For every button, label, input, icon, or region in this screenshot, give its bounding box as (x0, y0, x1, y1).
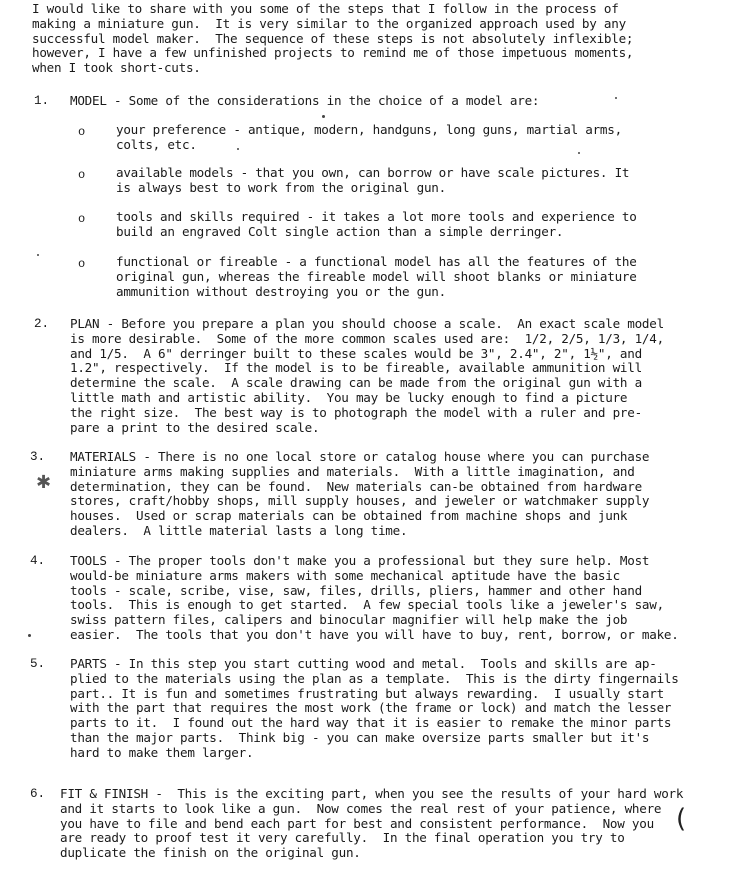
scan-speck (322, 115, 325, 118)
step-number: 2. (34, 317, 50, 331)
bullet-marker: o (78, 257, 86, 271)
bullet-text: tools and skills required - it takes a lot more tools and experience to build an engraved Colt single action than a simple derringer. (116, 209, 637, 239)
bullet-text: your preference - antique, modern, handguns, long guns, martial arms, colts, etc. (116, 122, 622, 152)
step-number: 1. (34, 94, 50, 108)
step-text: TOOLS - The proper tools don't make you a professional but they sure help. Most would-be miniature arms makers with some mechanical aptitude have the basic tools - scale, scribe, vise, saw, files, drills, pliers, hammer and other hand tools. This is enough to get started. A few special tools like a jeweler's saw, swiss pattern files, calipers and binocular magnifier will help make the job easier. The tools that you don't have you will have to buy, rent, borrow, or make. (70, 553, 679, 642)
step-text: MODEL - Some of the considerations in the choice of a model are: (70, 93, 540, 108)
scan-speck (37, 254, 39, 256)
step-text: MATERIALS - There is no one local store or catalog house where you can purchase miniature arms making supplies and materials. With a little imagination, and determination, they can be found. New materials can-be obtained from hardware stores, craft/hobby shops, mill supply houses, and jeweler or watchmaker supply houses. Used or scrap materials can be obtained from machine shops and junk dealers. A little material lasts a long time. (70, 449, 650, 538)
step-number: 5. (30, 657, 46, 671)
scan-speck (237, 148, 239, 150)
margin-smudge-icon: ✱ (36, 472, 52, 493)
bullet-text: functional or fireable - a functional model has all the features of the original gun, whereas the fireable model will shoot blanks or miniature ammunition without destroying you or the gun. (116, 254, 637, 299)
bullet-marker: o (78, 125, 86, 139)
scan-speck (615, 97, 617, 99)
scan-speck (578, 152, 580, 154)
bullet-text: available models - that you own, can borrow or have scale pictures. It is always best to work from the original gun. (116, 165, 630, 195)
scan-speck (28, 634, 31, 637)
step-number: 6. (30, 787, 46, 801)
margin-bracket-mark: ( (676, 804, 687, 834)
bullet-marker: o (78, 168, 86, 182)
step-number: 3. (30, 450, 46, 464)
bullet-marker: o (78, 212, 86, 226)
step-number: 4. (30, 554, 46, 568)
intro-paragraph: I would like to share with you some of the steps that I follow in the process of making a miniature gun. It is very similar to the organized approach used by any successful model maker. The sequence of these steps is not absolutely inflexible; however, I have a few unfinished projects to remind me of those impetuous moments, when I took short-cuts. (32, 1, 634, 76)
step-text: PLAN - Before you prepare a plan you should choose a scale. An exact scale model is more desirable. Some of the more common scales used are: 1/2, 2/5, 1/3, 1/4, and 1/5. A 6" derringer built to these scales would be 3", 2.4", 2", 1½", and 1.2", respectively. If the model is to be fireable, available ammunition will determine the scale. A scale drawing can be made from the original gun with a little math and artistic ability. You may be lucky enough to find a picture the right size. The best way is to photograph the model with a ruler and pre- pare a print to the desired scale. (70, 316, 664, 435)
step-text: PARTS - In this step you start cutting wood and metal. Tools and skills are ap- plied to the materials using the plan as a template. This is the dirty fingernails part.. It is fun and sometimes frustrating but always rewarding. I usually start with the part that requires the most work (the frame or lock) and match the lesser parts to it. I found out the hard way that it is easier to remake the minor parts than the major parts. Think big - you can make oversize parts smaller but it's hard to make them larger. (70, 656, 679, 760)
step-text: FIT & FINISH - This is the exciting part, when you see the results of your hard work and it starts to look like a gun. Now comes the real rest of your patience, where you have to file and bend each part for best and consistent performance. Now you are ready to proof test it very carefully. In the final operation you try to duplicate the finish on the original gun. (60, 786, 684, 861)
